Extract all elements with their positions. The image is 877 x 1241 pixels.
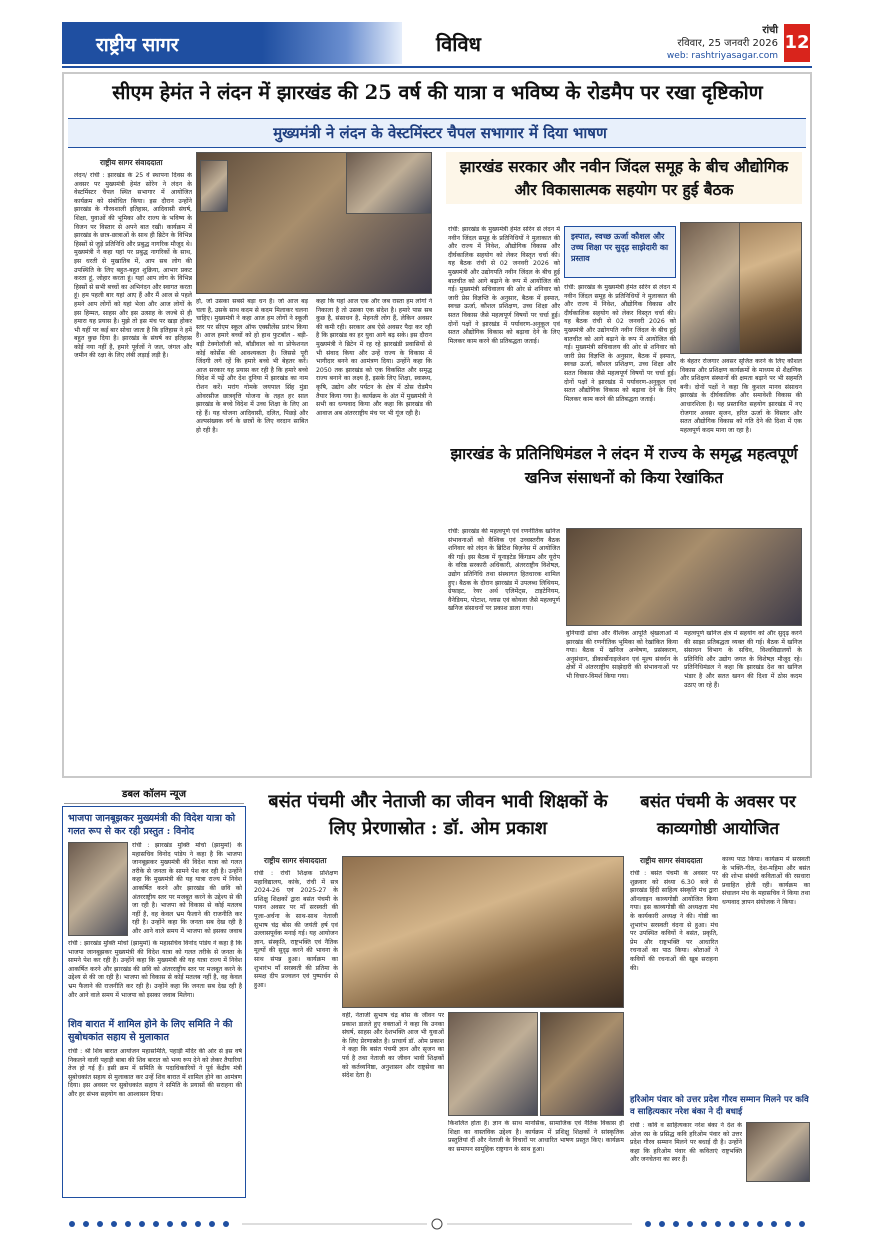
om-prakash-byline: राष्ट्रीय सागर संवाददाता: [264, 856, 327, 865]
lead-headline: सीएम हेमंत ने लंदन में झारखंड की 25 वर्ष की यात्रा व भविष्य के रोडमैप पर रखा दृष्टिकोण: [112, 81, 763, 104]
jindal-callout: इस्पात, स्वच्छ ऊर्जा कौशल और उच्च शिक्षा पर सुदृढ़ साझेदारी का प्रस्ताव: [564, 226, 676, 278]
dc-story2-body: रांची : श्री शिव बारात आयोजन महासमिति, पहाड़ी मंदिर की ओर से इस वर्ष निकलने वाली पहाड़ी बाबा की शिव बारात को भव्य रूप देने को लेकर तैयारियां तेज हो गई हैं। इसी क्रम में समिति के पदाधिकारियों ने पूर्व केंद्रीय मंत्री सुबोधकांत सहाय से मुलाकात कर उन्हें शिव बारात में शामिल होने का आमंत्रण दिया। इस अवसर पर सुबोधकांत सहाय ने समिति के प्रयासों की सराहना की और हर संभव सहयोग का आश्वासन दिया।: [68, 1048, 242, 1098]
masthead-decoration: [262, 22, 402, 64]
dc-story1-headline: भाजपा जानबूझकर मुख्यमंत्री की विदेश यात्रा को गलत रूप से कर रही प्रस्तुत : विनोद: [68, 813, 236, 837]
lead-body-col1: लंदन/ रांची : झारखंड के 25 वें स्थापना दिवस के अवसर पर मुख्यमंत्री हेमंत सोरेन ने लंदन के वेस्टमिंस्टर चैपल स्थित सभागार में आयोजित कार्यक्रम को संबोधित किया। इस दौरान उन्होंने झारखंड के गौरवशाली इतिहास, आदिवासी संघर्ष, शिक्षा, युवाओं की भूमिका और राज्य के भविष्य के विजन पर विस्तार से अपने बात रखी। कार्यक्रम में झारखंड के छात्र-छात्राओं के साथ ही ब्रिटेन के विभिन्न हिस्सों से जुड़े प्रतिनिधि और प्रबुद्ध नागरिक मौजूद थे। मुख्यमंत्री ने कहा यहां पर प्रबुद्ध नागरिकों के साथ, इस धरती से मुखातिब में, आप सब लोग की उपस्थिति के लिए बहुत-बहुत शुक्रिया, आभार प्रकट करता हूं, जोहार करता हूं। यहां आप लोग के विभिन्न हिस्सों से सभी बच्चों का अभिनंदन और स्वागत करता हूं। हम पहली बार यहां आए हैं और मैं आज से पहले हमने आप लोगों को यहां भेजा और आज लोगों के इस हिम्मत, साहस और इस उत्साह के जज्बे से ही हमारा यह प्रयास है। मुझे तो इस मंच पर खड़ा होकर भी यहीं पर कई बार सोचा जाता है कि इतिहास ने हमें बहुत कुछ दिया है। झारखंड के संघर्ष का इतिहास कोई नया नहीं है, हमारे पूर्वजों ने जल, जंगल और जमीन की रक्षा के लिए लंबी लड़ाई लड़ी है।: [74, 172, 192, 360]
kavya-headline: बसंत पंचमी के अवसर पर काव्यगोष्ठी आयोजित: [640, 792, 796, 838]
minerals-headline: झारखंड के प्रतिनिधिमंडल ने लंदन में राज्य के समृद्ध महत्वपूर्ण खनिज संसाधनों को किया रेखांकित: [450, 444, 798, 487]
dateline-date: रविवार, 25 जनवरी 2026: [677, 38, 778, 49]
dateline: [600, 24, 778, 50]
dc-story1-body-cont: रांची : झारखंड मुक्ति मोर्चा (झामुमो) के महासचिव विनोद पांडेय ने कहा है कि भाजपा जानबूझकर मुख्यमंत्री की विदेश यात्रा को गलत तरीके से जनता के सामने पेश कर रही है। उन्होंने कहा कि मुख्यमंत्री की यह यात्रा राज्य में निवेश आकर्षित करने और झारखंड की छवि को अंतरराष्ट्रीय स्तर पर मजबूत करने के उद्देश्य से की जा रही है। भाजपा को विकास से कोई मतलब नहीं है, वह केवल भ्रम फैलाने की राजनीति कर रही है। उन्होंने कहा कि जनता सब देख रही है और आने वाले समय में भाजपा को इसका जवाब मिलेगा।: [68, 940, 242, 999]
jindal-photo-left: [680, 222, 740, 354]
kavya-byline: राष्ट्रीय सागर संवाददाता: [640, 856, 703, 865]
minerals-body: रांची: झारखंड की महत्वपूर्ण एवं रणनीतिक खनिज संभावनाओं को वैश्विक एवं उच्चस्तरीय बैठक शनिवार को लंदन के ब्रिटिश बिज़नेस में आयोजित की गई। इस बैठक में यूनाइटेड किंगडम और यूरोप के वरिष्ठ सरकारी अधिकारी, अंतरराष्ट्रीय विशेषज्ञ, उद्योग प्रतिनिधि तथा संस्थागत हितधारक शामिल हुए। बैठक के दौरान झारखंड में उपलब्ध लिथियम, ग्रेफाइट, रेयर अर्थ एलिमेंट्स, टाइटेनियम, वैनेडियम, पोटाश, ग्लास एवं कोयला जैसे महत्वपूर्ण खनिज संसाधनों पर प्रकाश डाला गया।: [448, 528, 560, 613]
jindal-body: रांची: झारखंड के मुख्यमंत्री हेमंत सोरेन से लंदन में नवीन जिंदल समूह के प्रतिनिधियों ने मुलाकात की और राज्य में निवेश, औद्योगिक विकास और दीर्घकालिक सहयोग को लेकर विस्तृत चर्चा की। यह बैठक रांची से 02 जनवरी 2026 को मुख्यमंत्री और उद्योगपति नवीन जिंदल के बीच हुई बातचीत को आगे बढ़ाने के रूप में आयोजित की गई। मुख्यमंत्री सचिवालय की ओर से शनिवार को जारी प्रेस विज्ञप्ति के अनुसार, बैठक में इस्पात, स्वच्छ ऊर्जा, कौशल प्रशिक्षण, उच्च शिक्षा और सतत विकास जैसे महत्वपूर्ण विषयों पर चर्चा हुई। दोनों पक्षों ने झारखंड में पर्यावरण-अनुकूल एवं सतत औद्योगिक विकास को बढ़ावा देने के लिए मिलकर काम करने की प्रतिबद्धता जताई।: [448, 226, 560, 345]
lead-photo-audience: [346, 152, 432, 214]
jindal-headline: झारखंड सरकार और नवीन जिंदल समूह के बीच औद्योगिक और विकासात्मक सहयोग पर हुई बैठक: [446, 152, 802, 204]
dc-story2-headline: शिव बारात में शामिल होने के लिए समिति ने की सुबोधकांत सहाय से मुलाकात: [68, 1019, 233, 1043]
om-prakash-photo-event: [342, 856, 624, 1008]
dateline-city: रांची: [762, 25, 778, 36]
om-prakash-photo-portrait: [448, 1012, 538, 1116]
website-link[interactable]: web: rashtriyasagar.com: [666, 51, 778, 61]
kavya-brief-body: रांची : कवि व साहित्यकार नरेश बंका ने देश के ओज रस के प्रसिद्ध कवि हरिओम पंवार को उत्तर प्रदेश गौरव सम्मान मिलने पर बधाई दी है। उन्होंने कहा कि हरिओम पंवार की कविताएं राष्ट्रभक्ति और जनचेतना का स्वर हैं।: [630, 1122, 742, 1164]
double-column-label: डबल कॉलम न्यूज: [64, 786, 244, 804]
jindal-body2: के बेहतर रोजगार अवसर सृजित करने के लिए कौशल विकास और प्रशिक्षण कार्यक्रमों के माध्यम से शैक्षणिक और प्रशिक्षण संस्थानों की क्षमता बढ़ाने पर भी सहमति बनी। दोनों पक्षों ने कहा कि कुशल मानव संसाधन झारखंड के दीर्घकालिक और समावेशी विकास की आधारशिला है। यह प्रस्तावित सहयोग झारखंड में नए रोजगार अवसर सृजन, हरित ऊर्जा के विस्तार और सतत औद्योगिक विकास को गति देने की दिशा में एक महत्वपूर्ण कदम माना जा रहा है।: [680, 358, 802, 434]
kavya-brief-photo: [746, 1122, 810, 1182]
kavya-body: रांची : बसंत पंचमी के अवसर पर शुक्रवार को संध्या 6.30 बजे से झारखंड हिंदी साहित्य संस्कृति मंच द्वारा ऑनलाइन काव्यगोष्ठी आयोजित किया गया। इस काव्यगोष्ठी की अध्यक्षता मंच के कार्यकारी अध्यक्ष ने की। गोष्ठी का शुभारंभ सरस्वती वंदना से हुआ। मंच पर उपस्थित कवियों ने बसंत, प्रकृति, प्रेम और राष्ट्रभक्ति पर आधारित रचनाओं का पाठ किया। श्रोताओं ने कवियों की रचनाओं की खूब सराहना की।: [630, 870, 718, 972]
om-prakash-body3: किशलित होता है। ज्ञान के साथ मानसिक, सामाजिक एवं नैतिक विकास ही शिक्षा का वास्तविक उद्देश्य है। कार्यक्रम में प्रशिक्षु शिक्षकों ने सांस्कृतिक प्रस्तुतियां दीं और नेताजी के विचारों पर आधारित भाषण प्रस्तुत किए। कार्यक्रम का समापन सामूहिक राष्ट्रगान के साथ हुआ।: [448, 1120, 624, 1153]
om-prakash-photo-saraswati: [540, 1012, 624, 1116]
jindal-body-cont: रांची: झारखंड के मुख्यमंत्री हेमंत सोरेन से लंदन में नवीन जिंदल समूह के प्रतिनिधियों ने मुलाकात की और राज्य में निवेश, औद्योगिक विकास और दीर्घकालिक सहयोग को लेकर विस्तृत चर्चा की। यह बैठक रांची से 02 जनवरी 2026 को मुख्यमंत्री और उद्योगपति नवीन जिंदल के बीच हुई बातचीत को आगे बढ़ाने के रूप में आयोजित की गई। मुख्यमंत्री सचिवालय की ओर से शनिवार को जारी प्रेस विज्ञप्ति के अनुसार, बैठक में इस्पात, स्वच्छ ऊर्जा, कौशल प्रशिक्षण, उच्च शिक्षा और सतत विकास जैसे महत्वपूर्ण विषयों पर चर्चा हुई। दोनों पक्षों ने झारखंड में पर्यावरण-अनुकूल एवं सतत औद्योगिक विकास को बढ़ावा देने के लिए मिलकर काम करने की प्रतिबद्धता जताई।: [564, 284, 676, 403]
kavya-brief-headline: हरिओम पंवार को उत्तर प्रदेश गौरव सम्मान मिलने पर कवि व साहित्यकार नरेश बंका ने दी बधाई: [630, 1095, 809, 1117]
dc-story1-body: रांची : झारखंड मुक्ति मोर्चा (झामुमो) के महासचिव विनोद पांडेय ने कहा है कि भाजपा जानबूझकर मुख्यमंत्री की विदेश यात्रा को गलत तरीके से जनता के सामने पेश कर रही है। उन्होंने कहा कि मुख्यमंत्री की यह यात्रा राज्य में निवेश आकर्षित करने और झारखंड की छवि को अंतरराष्ट्रीय स्तर पर मजबूत करने के उद्देश्य से की जा रही है। भाजपा को विकास से कोई मतलब नहीं है, वह केवल भ्रम फैलाने की राजनीति कर रही है। उन्होंने कहा कि जनता सब देख रही है और आने वाले समय में भाजपा को इसका जवाब: [132, 842, 242, 935]
kavya-body2: काव्य पाठ किया। कार्यक्रम में सरस्वती के भक्ति-गीत, देश-महिमा और बसंत की शोभा संबंधी कविताओं की रसधारा प्रवाहित होती रही। कार्यक्रम का संचालन मंच के महासचिव ने किया तथा धन्यवाद ज्ञापन संयोजक ने किया।: [722, 856, 810, 906]
lead-body-col2: हो, जो उसका सबसे बड़ा धन है। जो आज बड़ चला है, उसके साथ कदम से कदम मिलाकर चलना चाहिए। मुख्यमंत्री ने कहा आज हम लोगों ने स्कूली स्तर पर सीएम स्कूल ऑफ एक्सीलेंस प्रारंभ किया है। आज हमारे बच्चों को हो हाथ फुटबॉल - बड़ी-बड़ी टेक्नोलॉजी को, बॉडीवाल को या प्रोफेशनल कोई कोर्सेस की आवश्यकता है। जिससे पूरी जिंदगी लगे रहें कि हमारे बच्चे भी बेहतर करें। आज सरकार यह प्रयास कर रही है कि हमारे बच्चे विदेश में पढ़ें और देश दुनिया में झारखंड का नाम रोशन करें। मरांग गोमके जयपाल सिंह मुंडा ओवरसीज छात्रवृत्ति योजना के तहत हर साल झारखंड के बच्चे विदेश में उच्च शिक्षा के लिए आ रहे हैं। यह योजना आदिवासी, दलित, पिछड़े और अल्पसंख्यक वर्ग के छात्रों के लिए वरदान साबित हो रही है।: [196, 298, 308, 434]
masthead-rule: [62, 66, 812, 68]
om-prakash-headline: बसंत पंचमी और नेताजी का जीवन भावी शिक्षकों के लिए प्रेरणास्रोत : डॉ. ओम प्रकाश: [268, 791, 608, 839]
lead-byline: राष्ट्रीय सागर संवाददाता: [100, 158, 163, 167]
dc-story1-photo: [68, 842, 128, 936]
minerals-photo: [566, 528, 802, 626]
masthead-brand: राष्ट्रीय सागर: [62, 22, 262, 64]
lead-body-col3: कहा कि यहां आज एक और जब रास्ता हम लोगों ने निकाला है तो उसका एक संदेश है। हमारे पास सब कुछ है, संसाधन है, मेहनती लोग हैं, लेकिन अवसर की कमी रही। सरकार अब ऐसे अवसर पैदा कर रही है कि झारखंड का हर युवा आगे बढ़ सके। इस दौरान मुख्यमंत्री ने ब्रिटेन में रह रहे झारखंडी प्रवासियों से भी संवाद किया और उन्हें राज्य के विकास में भागीदार बनने का आमंत्रण दिया। उन्होंने कहा कि 2050 तक झारखंड को एक विकसित और समृद्ध राज्य बनाने का लक्ष्य है, इसके लिए शिक्षा, स्वास्थ्य, कृषि, उद्योग और पर्यटन के क्षेत्र में ठोस रोडमैप तैयार किया गया है। कार्यक्रम के अंत में मुख्यमंत्री ने सभी का धन्यवाद किया और कहा कि झारखंड की आवाज अब अंतरराष्ट्रीय मंच पर भी गूंज रही है।: [316, 298, 432, 417]
minerals-body3: महत्वपूर्ण खनिज क्षेत्र में सहयोग को और सुदृढ़ करने की साझा प्रतिबद्धता व्यक्त की गई। बैठक में खनिज संसाधन विभाग के सचिव, विश्वविद्यालयों के प्रतिनिधि और उद्योग जगत के विशेषज्ञ मौजूद रहे। प्रतिनिधिमंडल ने कहा कि झारखंड देश का खनिज भंडार है और सतत खनन की दिशा में ठोस कदम उठाए जा रहे हैं।: [684, 630, 802, 689]
section-title: विविध: [436, 32, 481, 56]
om-prakash-body: रांची : रांची शिक्षक प्रशिक्षण महाविद्यालय, कांके, रांची में सत्र 2024-26 एवं 2025-27 के प्रशिक्षु शिक्षकों द्वारा बसंत पंचमी के पावन अवसर पर माँ सरस्वती की पूजा-अर्चना के साथ-साथ नेताजी सुभाष चंद्र बोस की जयंती हर्ष एवं उल्लासपूर्वक मनाई गई। यह आयोजन ज्ञान, संस्कृति, राष्ट्रभक्ति एवं नैतिक मूल्यों की सुदृढ़ करने की भावना के साथ संपन्न हुआ। कार्यक्रम का शुभारंभ माँ सरस्वती की प्रतिमा के समक्ष दीप प्रज्वलन एवं पुष्पार्चन से हुआ।: [254, 870, 338, 989]
om-prakash-body2: वहीं, नेताजी सुभाष चंद्र बोस के जीवन पर प्रकाश डालते हुए वक्ताओं ने कहा कि उनका संघर्ष, साहस और देशभक्ति आज भी युवाओं के लिए प्रेरणास्रोत है। प्राचार्य डॉ. ओम प्रकाश ने कहा कि बसंत पंचमी ज्ञान और सृजन का पर्व है तथा नेताजी का जीवन भावी शिक्षकों को कर्तव्यनिष्ठा, अनुशासन और राष्ट्रसेवा का संदेश देता है।: [342, 1012, 444, 1080]
lead-photo-inset: [200, 160, 228, 212]
footer-decoration: [62, 1218, 812, 1230]
lead-subhead: मुख्यमंत्री ने लंदन के वेस्टमिंस्टर चैपल सभागार में दिया भाषण: [273, 124, 607, 142]
minerals-body2: बुनियादी ढांचा और वैश्विक आपूर्ति श्रृंखलाओं में झारखंड की रणनीतिक भूमिका को रेखांकित किया गया। बैठक में खनिज अन्वेषण, प्रसंस्करण, अनुसंधान, डीकार्बोनाइजेशन एवं मूल्य संवर्धन के क्षेत्रों में अंतरराष्ट्रीय साझेदारी की संभावनाओं पर भी विचार-विमर्श किया गया।: [566, 630, 678, 680]
page-number: 12: [784, 24, 810, 62]
